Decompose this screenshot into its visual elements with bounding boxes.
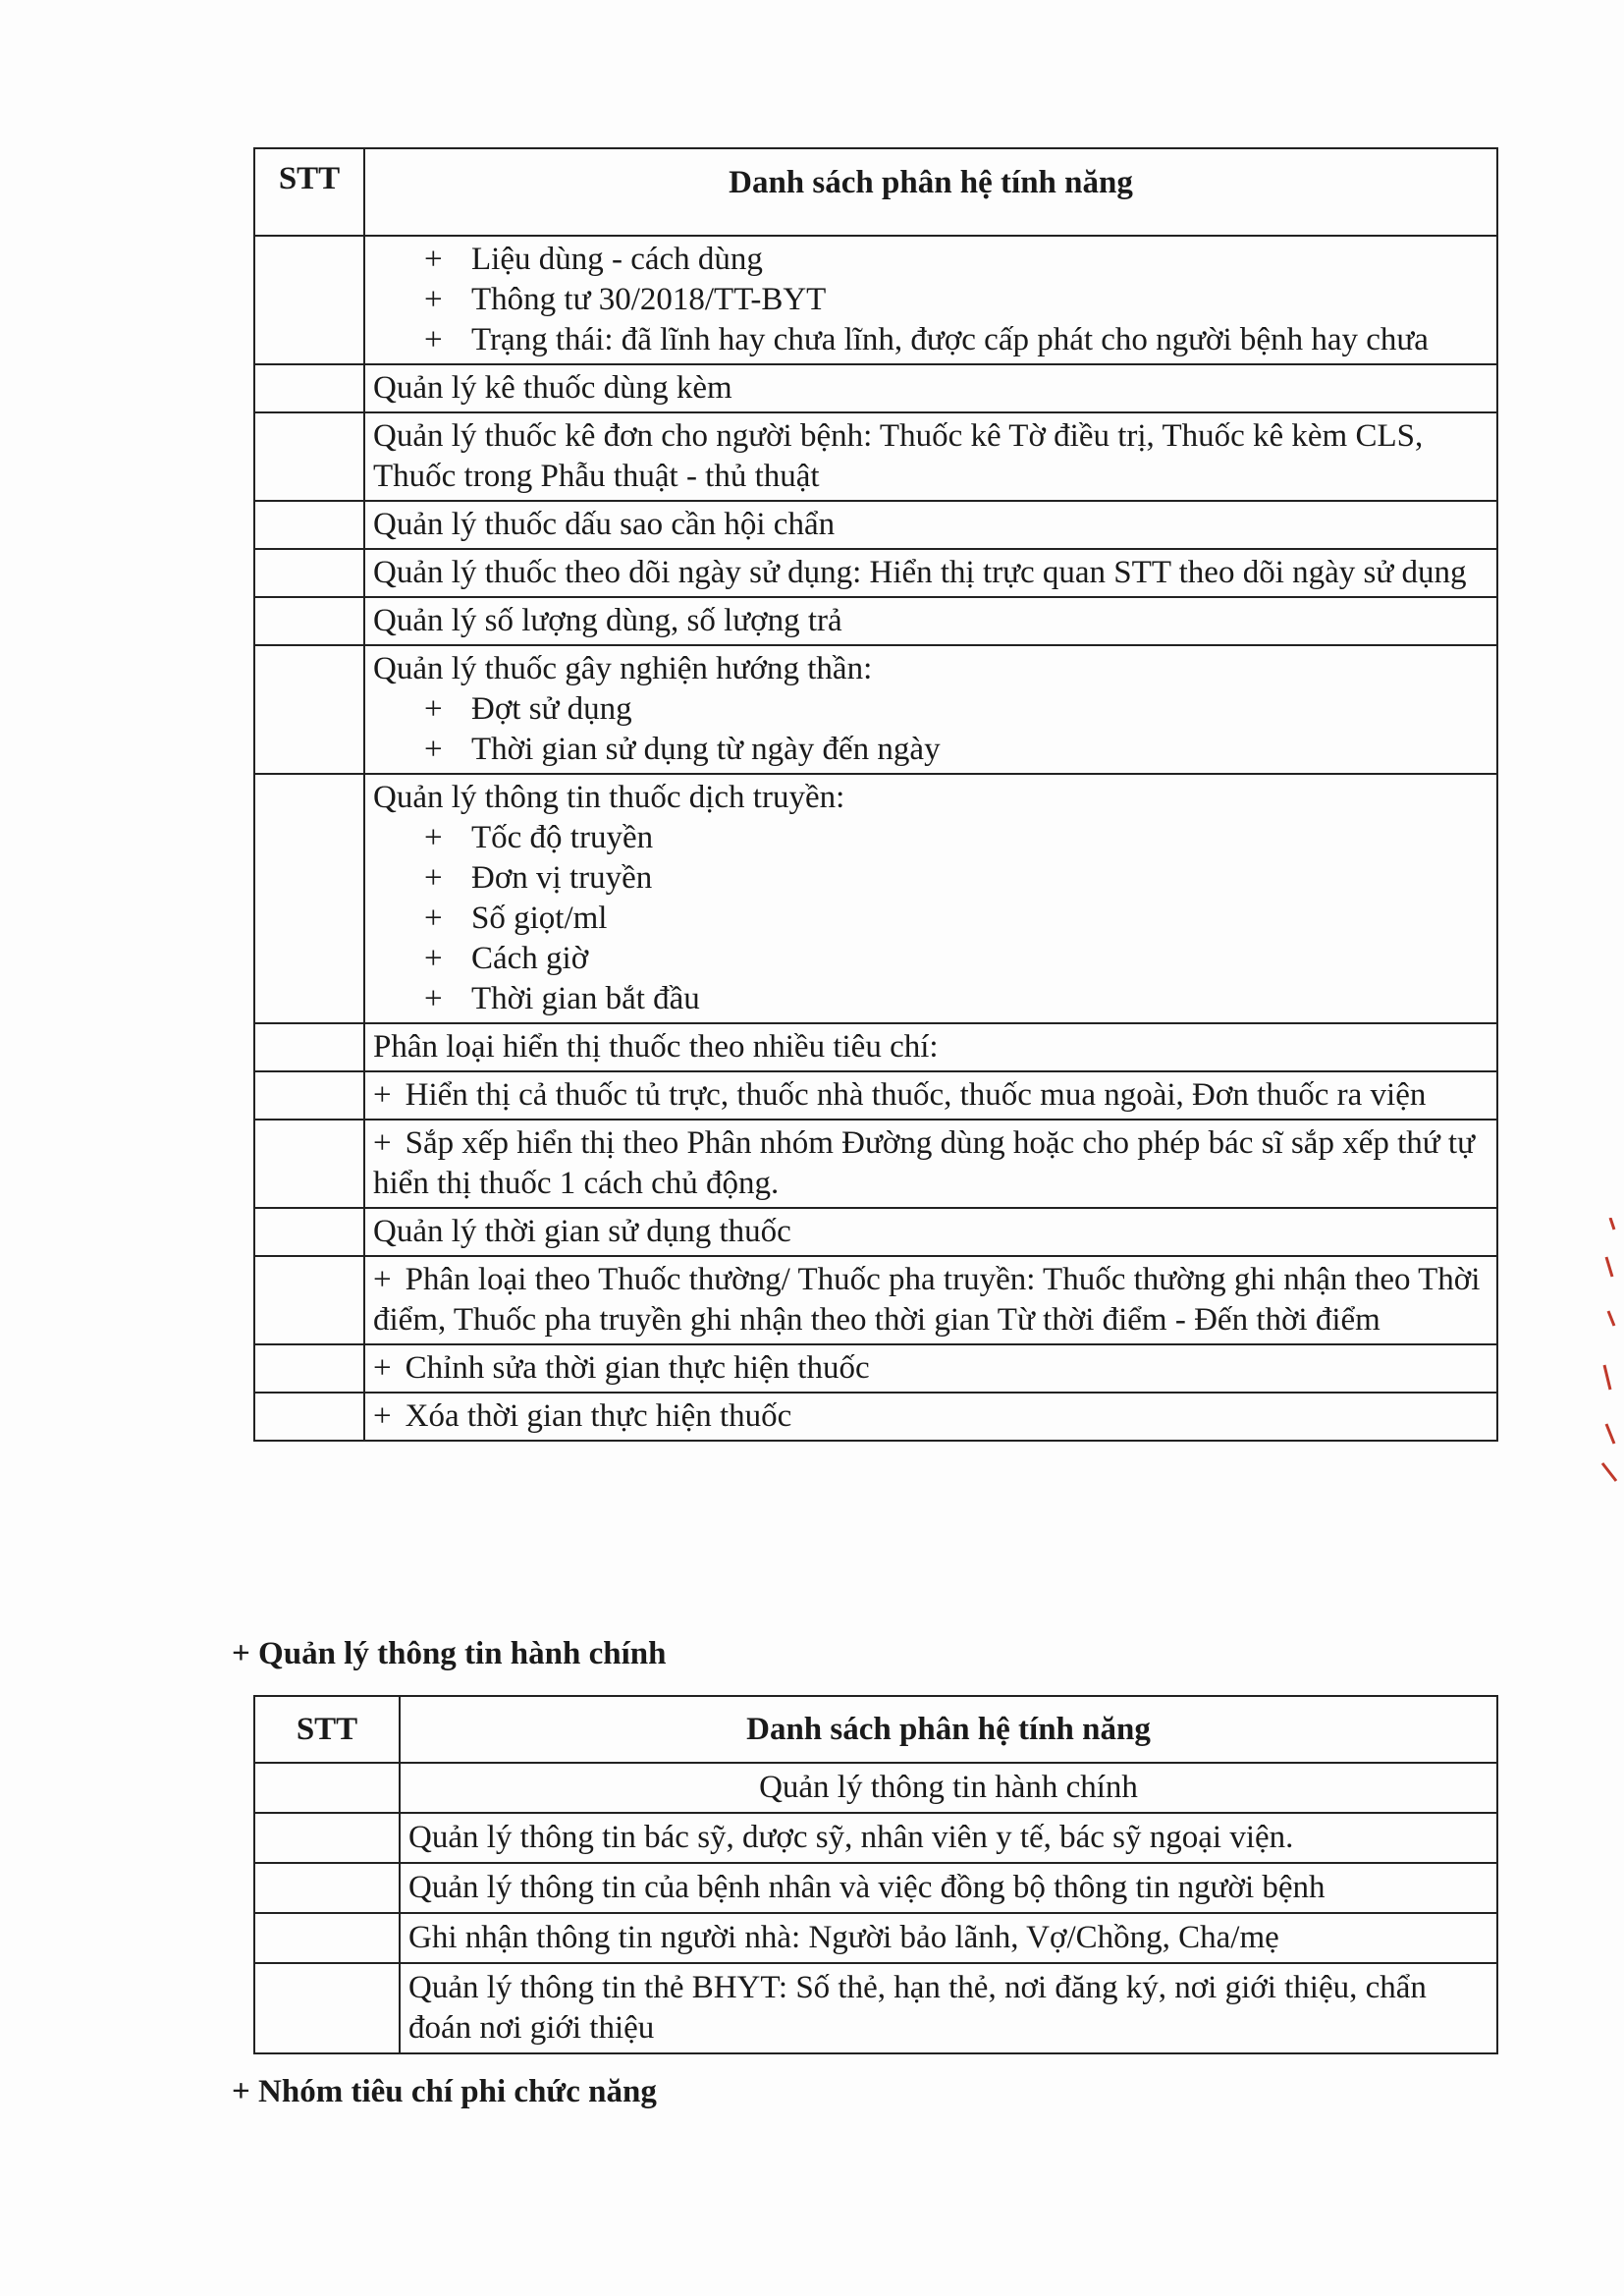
- stt-cell: [254, 774, 364, 1023]
- list-item-text: Cách giờ: [471, 941, 589, 976]
- feature-cell: Phân loại hiển thị thuốc theo nhiều tiêu chí:: [364, 1023, 1497, 1071]
- table-row: [254, 1813, 1497, 1863]
- list-item: [373, 818, 1489, 858]
- section-heading-non-functional: + Nhóm tiêu chí phi chức năng: [232, 2074, 657, 2109]
- plus-marker: +: [424, 322, 443, 357]
- list-item-text: Đơn vị truyền: [471, 860, 653, 896]
- stt-cell: [254, 1813, 400, 1863]
- feature-table-medication: [253, 147, 1498, 1442]
- list-item-text: Liệu dùng - cách dùng: [471, 242, 763, 277]
- plus-marker: +: [373, 1398, 392, 1434]
- plus-marker: +: [373, 1125, 392, 1161]
- sub-feature-list: [373, 689, 1489, 770]
- list-item-text: Số giọt/ml: [471, 901, 608, 936]
- table-row: [254, 1863, 1497, 1913]
- table-row: [254, 645, 1497, 774]
- list-item: [373, 939, 1489, 979]
- feature-cell: [364, 236, 1497, 364]
- stt-cell: [254, 1393, 364, 1441]
- list-item-text: Tốc độ truyền: [471, 820, 654, 855]
- table-row: [254, 364, 1497, 412]
- list-item-text: Thời gian sử dụng từ ngày đến ngày: [471, 732, 941, 767]
- feature-cell: [364, 774, 1497, 1023]
- group-title: Quản lý thông tin hành chính: [400, 1763, 1497, 1813]
- feature-cell: Quản lý số lượng dùng, số lượng trả: [364, 597, 1497, 645]
- feature-cell: [364, 1344, 1497, 1393]
- feature-cell: [364, 1393, 1497, 1441]
- feature-cell: Quản lý thuốc kê đơn cho người bệnh: Thuốc kê Tờ điều trị, Thuốc kê kèm CLS, Thuốc trong Phẫu thuật - thủ thuật: [364, 412, 1497, 501]
- feature-cell: [364, 1071, 1497, 1120]
- stt-cell: [254, 1763, 400, 1813]
- table-row: [254, 236, 1497, 364]
- plus-marker: +: [424, 901, 443, 936]
- list-item: [373, 979, 1489, 1019]
- table-row: [254, 1256, 1497, 1344]
- plus-marker: +: [424, 820, 443, 855]
- stt-cell: [254, 1208, 364, 1256]
- plus-marker: +: [373, 1077, 392, 1113]
- stt-cell: [254, 1913, 400, 1963]
- table-row: [254, 1393, 1497, 1441]
- feature-text: Chỉnh sửa thời gian thực hiện thuốc: [405, 1350, 870, 1386]
- feature-cell: Quản lý thuốc dấu sao cần hội chẩn: [364, 501, 1497, 549]
- table-row: [254, 597, 1497, 645]
- feature-cell: Quản lý thông tin của bệnh nhân và việc đồng bộ thông tin người bệnh: [400, 1863, 1497, 1913]
- feature-table-administrative: [253, 1695, 1498, 2054]
- table-row: [254, 1208, 1497, 1256]
- feature-cell: Quản lý kê thuốc dùng kèm: [364, 364, 1497, 412]
- table-row: [254, 549, 1497, 597]
- list-item: [373, 689, 1489, 730]
- plus-marker: +: [424, 941, 443, 976]
- feature-cell: Quản lý thời gian sử dụng thuốc: [364, 1208, 1497, 1256]
- table-header-row: [254, 148, 1497, 236]
- header-stt: STT: [254, 1696, 400, 1763]
- list-item: [373, 730, 1489, 770]
- stt-cell: [254, 1120, 364, 1208]
- sub-feature-list: [373, 818, 1489, 1019]
- table-row: [254, 1344, 1497, 1393]
- stt-cell: [254, 549, 364, 597]
- feature-cell: Quản lý thuốc theo dõi ngày sử dụng: Hiển thị trực quan STT theo dõi ngày sử dụng: [364, 549, 1497, 597]
- stt-cell: [254, 1023, 364, 1071]
- feature-text: Sắp xếp hiển thị theo Phân nhóm Đường dùng hoặc cho phép bác sĩ sắp xếp thứ tự hiển thị thuốc 1 cách chủ động.: [373, 1125, 1475, 1201]
- header-stt: STT: [254, 148, 364, 236]
- sub-feature-list: [373, 240, 1489, 360]
- list-item: [373, 320, 1489, 360]
- feature-text: Hiển thị cả thuốc tủ trực, thuốc nhà thuốc, thuốc mua ngoài, Đơn thuốc ra viện: [405, 1077, 1427, 1113]
- plus-marker: +: [424, 691, 443, 727]
- list-item-text: Trạng thái: đã lĩnh hay chưa lĩnh, được cấp phát cho người bệnh hay chưa: [471, 322, 1429, 357]
- stt-cell: [254, 597, 364, 645]
- feature-cell: [364, 1120, 1497, 1208]
- feature-cell: Quản lý thông tin thẻ BHYT: Số thẻ, hạn thẻ, nơi đăng ký, nơi giới thiệu, chẩn đoán nơi giới thiệu: [400, 1963, 1497, 2053]
- stt-cell: [254, 1071, 364, 1120]
- stt-cell: [254, 1256, 364, 1344]
- table-row: [254, 1913, 1497, 1963]
- plus-marker: +: [373, 1350, 392, 1386]
- list-item: [373, 858, 1489, 899]
- table-row: [254, 1071, 1497, 1120]
- feature-text: Xóa thời gian thực hiện thuốc: [405, 1398, 792, 1434]
- header-features: Danh sách phân hệ tính năng: [400, 1696, 1497, 1763]
- table-header-row: [254, 1696, 1497, 1763]
- stt-cell: [254, 1963, 400, 2053]
- table-row: [254, 501, 1497, 549]
- stt-cell: [254, 364, 364, 412]
- list-item-text: Thông tư 30/2018/TT-BYT: [471, 282, 827, 317]
- feature-cell: Ghi nhận thông tin người nhà: Người bảo lãnh, Vợ/Chồng, Cha/mẹ: [400, 1913, 1497, 1963]
- list-item: [373, 899, 1489, 939]
- list-item-text: Thời gian bắt đầu: [471, 981, 700, 1016]
- feature-text: Quản lý thông tin thuốc dịch truyền:: [373, 780, 845, 815]
- stt-cell: [254, 1863, 400, 1913]
- plus-marker: +: [424, 732, 443, 767]
- stt-cell: [254, 412, 364, 501]
- table-row: [254, 1963, 1497, 2053]
- feature-text: Phân loại theo Thuốc thường/ Thuốc pha truyền: Thuốc thường ghi nhận theo Thời điểm, Thuốc pha truyền ghi nhận theo thời gian Từ thời điểm - Đến thời điểm: [373, 1262, 1481, 1338]
- feature-cell: Quản lý thông tin bác sỹ, dược sỹ, nhân viên y tế, bác sỹ ngoại viện.: [400, 1813, 1497, 1863]
- table-row: [254, 1023, 1497, 1071]
- group-title-row: [254, 1763, 1497, 1813]
- stt-cell: [254, 1344, 364, 1393]
- stamp-mark-icon: [1600, 1218, 1620, 1483]
- feature-cell: [364, 645, 1497, 774]
- table-row: [254, 774, 1497, 1023]
- stt-cell: [254, 236, 364, 364]
- plus-marker: +: [424, 242, 443, 277]
- table-row: [254, 1120, 1497, 1208]
- table-row: [254, 412, 1497, 501]
- header-features: Danh sách phân hệ tính năng: [364, 148, 1497, 236]
- list-item: [373, 280, 1489, 320]
- feature-text: Quản lý thuốc gây nghiện hướng thần:: [373, 651, 873, 686]
- feature-cell: [364, 1256, 1497, 1344]
- plus-marker: +: [373, 1262, 392, 1297]
- plus-marker: +: [424, 282, 443, 317]
- stt-cell: [254, 645, 364, 774]
- plus-marker: +: [424, 981, 443, 1016]
- list-item-text: Đợt sử dụng: [471, 691, 632, 727]
- section-heading-administrative: + Quản lý thông tin hành chính: [232, 1636, 667, 1671]
- list-item: [373, 240, 1489, 280]
- stt-cell: [254, 501, 364, 549]
- plus-marker: +: [424, 860, 443, 896]
